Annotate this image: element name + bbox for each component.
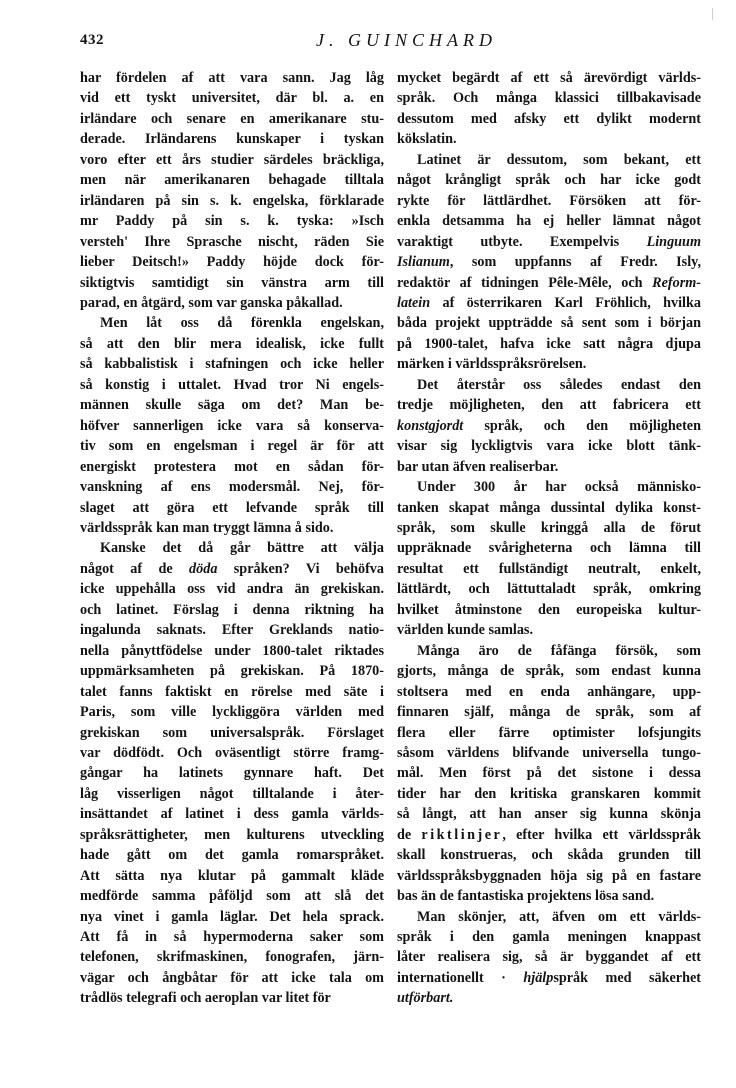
text-line: Paris, som ville lyckliggöra världen med xyxy=(80,704,384,721)
text-line: bas än de fantastiska projektens lösa sand. xyxy=(397,888,655,905)
paragraph xyxy=(397,68,701,150)
styled-word: konstgjordt xyxy=(397,417,464,434)
page-header xyxy=(80,32,696,56)
text-line: världsspråk kan man tryggt lämna å sido. xyxy=(80,519,334,536)
text-line: Man skönjer, att, äfven om ett världs- xyxy=(417,908,701,925)
text-line: varaktigt utbyte. Exempelvis Linguum xyxy=(397,233,701,250)
text-line: var dödfödt. Och oväsentligt större framg- xyxy=(80,744,384,761)
text-line: visar sig lyckligtvis vara icke blott tänk- xyxy=(397,438,701,455)
text-line: kökslatin. xyxy=(397,131,457,148)
styled-word: Islianum xyxy=(397,254,450,271)
text-line: irländaren på sin s. k. engelska, förklarade xyxy=(80,192,384,209)
paragraph xyxy=(397,375,701,477)
right-column xyxy=(397,68,701,1009)
styled-word: Linguum xyxy=(646,233,701,250)
text-line: irländare och senare en amerikanare stu- xyxy=(80,110,384,127)
text-line: så konstig i uttalet. Hvad tror Ni engels- xyxy=(80,376,384,393)
text-line: dessutom med afsky ett dylikt modernt xyxy=(397,110,701,127)
text-line: Att sätta nya klutar på gammalt kläde xyxy=(80,867,384,884)
text-line: båda projekt uppträdde så sent som i början xyxy=(397,315,701,332)
text-line: hade gått om det gamla romarspråket. xyxy=(80,847,384,864)
text-line: nya vinet i gamla läglar. Det hela sprack. xyxy=(80,908,384,925)
text-line: vanskning af ens modersmål. Nej, för- xyxy=(80,479,384,496)
text-line: Kanske det då går bättre att välja xyxy=(100,540,384,557)
text-line: telefonen, skrifmaskinen, fonografen, järn- xyxy=(80,949,384,966)
text-line: Det återstår oss således endast den xyxy=(417,376,701,393)
text-line: tiv som en engelsman i regel är för att xyxy=(80,438,384,455)
text-line: tanken skapat många dussintal dylika konst- xyxy=(397,499,701,516)
text-line: något krångligt språk och har icke godt xyxy=(397,172,701,189)
text-line: gångar ha latinets gynnare haft. Det xyxy=(80,765,384,782)
text-line: mål. Men först på det sistone i dessa xyxy=(397,765,701,782)
styled-word: latein xyxy=(397,294,431,311)
text-line: resultat ett fullständigt neutralt, enkelt, xyxy=(397,560,701,577)
text-line: låg visserligen något tilltalande i åter- xyxy=(80,785,384,802)
text-line: trådlös telegrafi och aeroplan var litet för xyxy=(80,990,331,1007)
text-line: de riktlinjer, efter hvilka ett världsspråk xyxy=(397,826,701,843)
styled-word: Reform- xyxy=(652,274,701,291)
text-line: språk, som skulle kringgå alla de förut xyxy=(397,519,701,536)
text-line: Många äro de fåfänga försök, som xyxy=(417,642,701,659)
paragraph xyxy=(80,538,384,1008)
text-line: vägar och ångbåtar för att icke tala om xyxy=(80,969,384,986)
margin-mark xyxy=(712,8,713,20)
text-line: så kabbalistisk i stafningen och icke heller xyxy=(80,356,384,373)
text-line: stoltsera med en enda anhängare, upp- xyxy=(397,683,701,700)
text-line: latein af österrikaren Karl Fröhlich, hvilka xyxy=(397,294,701,311)
text-line: ingalunda saknats. Efter Greklands natio- xyxy=(80,622,384,639)
text-line: världen kunde samlas. xyxy=(397,622,533,639)
text-line: lättlärdt, och lättuttaladt språk, omkring xyxy=(397,581,701,598)
text-line: så långt, att han anser sig kunna skönja xyxy=(397,806,701,823)
paragraph xyxy=(397,641,701,907)
text-line: bar utan äfven realiserbar. xyxy=(397,458,559,475)
text-line: insättandet af latinet i dess gamla världs- xyxy=(80,806,384,823)
text-line: märken i världsspråksrörelsen. xyxy=(397,356,587,373)
paragraph xyxy=(80,313,384,538)
text-line: Islianum, som uppfanns af Fredr. Isly, xyxy=(397,254,701,271)
text-line: enkla detsamma ha ej heller lämnat något xyxy=(397,213,701,230)
text-line: såsom världens blifvande universella tungo- xyxy=(397,744,701,761)
text-line: voro efter ett års studier särdeles bräckliga, xyxy=(80,151,384,168)
text-line: Latinet är dessutom, som bekant, ett xyxy=(417,151,701,168)
text-line: skall konstrueras, och skåda grunden till xyxy=(397,847,701,864)
text-line: språk i den gamla meningen knappast xyxy=(397,929,701,946)
text-line: flera eller färre optimister lofsjungits xyxy=(397,724,701,741)
paragraph xyxy=(397,150,701,375)
text-line: och latinet. Förslag i denna riktning ha xyxy=(80,601,384,618)
styled-word: riktlinjer xyxy=(421,826,503,843)
text-line: hvilket åtminstone den europeiska kultur- xyxy=(397,601,701,618)
text-line: männen skulle säga om det? Man be- xyxy=(80,397,384,414)
text-line: lieber Deitsch!» Paddy höjde dock för- xyxy=(80,254,384,271)
text-line: Men låt oss då förenkla engelskan, xyxy=(100,315,384,332)
text-line: konstgjordt språk, och den möjligheten xyxy=(397,417,701,434)
text-line: låter realisera sig, så är byggandet af ett xyxy=(397,949,701,966)
text-line: derade. Irländarens kunskaper i tyskan xyxy=(80,131,384,148)
text-line: siktigtvis samtidigt sin vänstra arm till xyxy=(80,274,384,291)
text-line: något af de döda språken? Vi behöfva xyxy=(80,560,384,577)
text-line: Att få in så hypermoderna saker som xyxy=(80,929,384,946)
text-line: versteh' Ihre Sprasche nischt, räden Sie xyxy=(80,233,384,250)
running-head: J. GUINCHARD xyxy=(316,30,497,50)
text-line: språksrättigheter, men kulturens utveckling xyxy=(80,826,384,843)
left-column xyxy=(80,68,384,1009)
text-line: uppmärksamheten på grekiskan. På 1870- xyxy=(80,663,384,680)
page-number: 432 xyxy=(80,32,104,48)
text-line: mr Paddy på sin s. k. tyska: »Isch xyxy=(80,213,384,230)
text-line: parad, en åtgärd, som var ganska påkallad. xyxy=(80,294,343,311)
text-line: energiskt protestera mot en sådan för- xyxy=(80,458,384,475)
text-line: har fördelen af att vara sann. Jag låg xyxy=(80,70,384,86)
text-line: nella pånyttfödelse under 1800-talet riktades xyxy=(80,642,384,659)
text-line: finnaren själf, många de språk, som af xyxy=(397,704,701,721)
text-line: höfver sannerligen icke vara så konserva- xyxy=(80,417,384,434)
text-line: tredje möjligheten, den att fabricera ett xyxy=(397,397,701,414)
text-line: världsspråksbyggnaden höja sig på en fastare xyxy=(397,867,701,884)
text-line: rykte för lättlärdhet. Försöken att för- xyxy=(397,192,701,209)
text-line xyxy=(397,988,701,1008)
text-line: så att den blir mera idealisk, icke fullt xyxy=(80,335,384,352)
text-line: men när amerikanaren behagade tilltala xyxy=(80,172,384,189)
paragraph xyxy=(397,907,701,1009)
styled-word: utförbart. xyxy=(397,990,454,1007)
text-line: uppräknade svårigheterna och lämna till xyxy=(397,540,701,557)
text-line: vid ett tyskt universitet, där bl. a. en xyxy=(80,90,384,107)
paragraph xyxy=(80,68,384,313)
styled-word: hjälp xyxy=(523,969,554,986)
text-line: redaktör af tidningen Pêle-Mêle, och Reform- xyxy=(397,274,701,291)
text-line: grekiskan som universalspråk. Förslaget xyxy=(80,724,384,741)
text-line: gjorts, många de språk, som endast kunna xyxy=(397,663,701,680)
styled-word: döda xyxy=(189,560,218,577)
text-line: mycket begärdt af ett så ärevördigt världs- xyxy=(397,70,701,86)
text-line: tider har den kritiska granskaren kommit xyxy=(397,785,701,802)
text-line: talet fanns faktiskt en rörelse med säte i xyxy=(80,683,384,700)
text-line: internationellt · hjälpspråk med säkerhet xyxy=(397,969,701,986)
text-line: på 1900-talet, hafva icke satt några djupa xyxy=(397,335,701,352)
text-line: icke uppehålla oss vid andra än grekiskan. xyxy=(80,581,384,598)
paragraph xyxy=(397,477,701,641)
text-line: Under 300 år har också människo- xyxy=(417,479,701,496)
text-line: medförde samma påföljd som att slå det xyxy=(80,888,384,905)
text-line: slaget att göra ett lefvande språk till xyxy=(80,499,384,516)
text-line: språk. Och många klassici tillbakavisade xyxy=(397,90,701,107)
